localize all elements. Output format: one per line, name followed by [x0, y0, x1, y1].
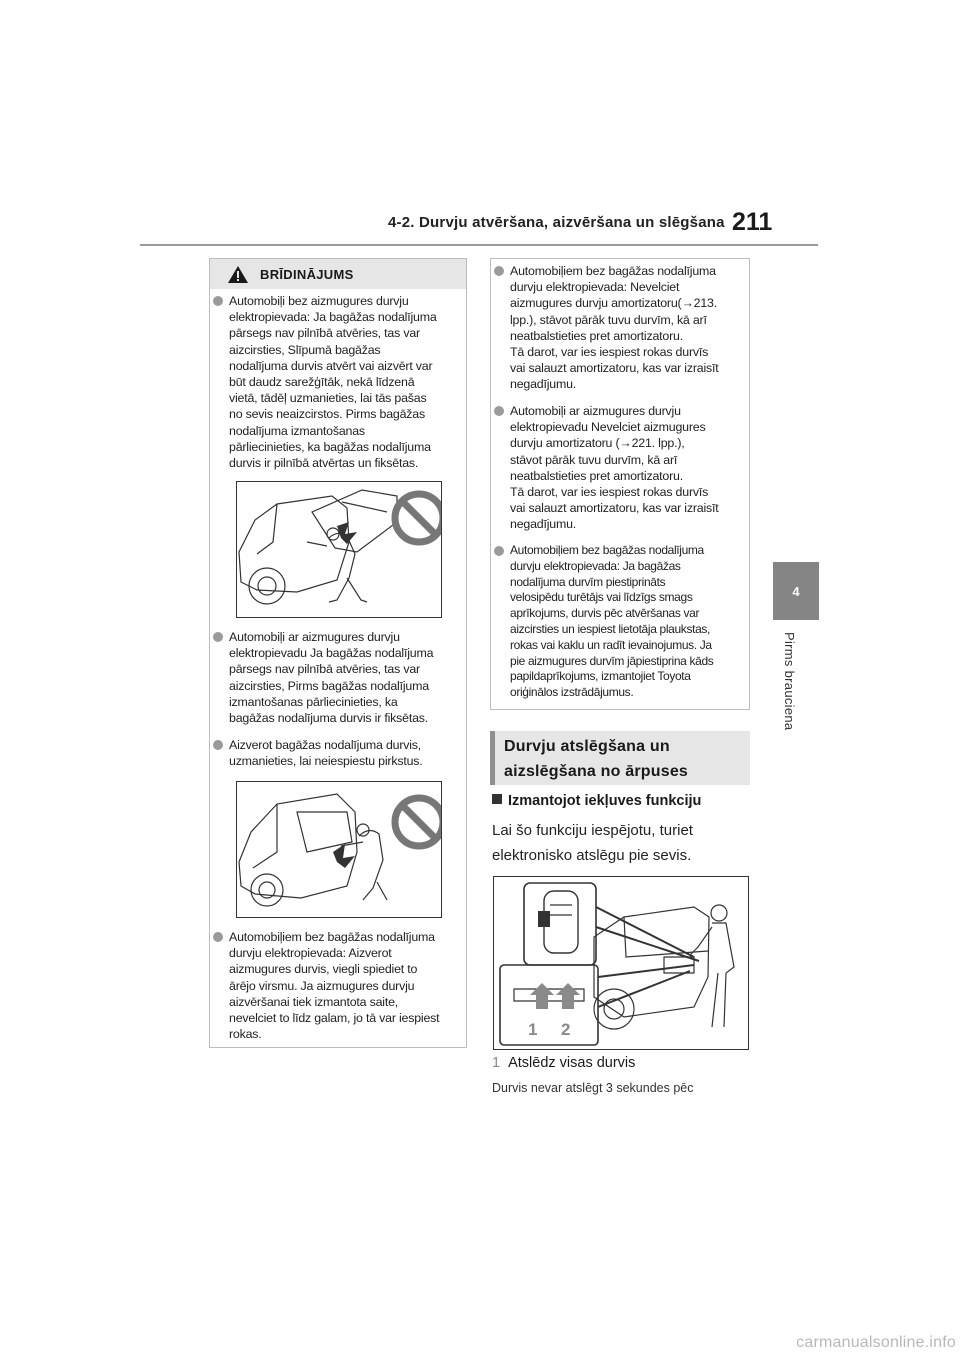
figure-label-2: 2: [561, 1020, 571, 1039]
warning-bullet-3: Aizverot bagāžas nodalījuma durvis, uzmanieties, lai neiespiestu pirkstus.: [229, 737, 423, 769]
step-text: Atslēdz visas durvis: [508, 1055, 636, 1071]
section-title: 4-2. Durvju atvēršana, aizvēršana un slēgšana: [388, 214, 725, 231]
bullet-dot: [213, 740, 223, 750]
bullet-dot: [494, 546, 504, 556]
warning-bullet-2: Automobiļi ar aizmugures durvju elektropievadu Ja bagāžas nodalījuma pārsegs nav pilnībā atvēries, tas var aizcirsties, Pirms bagāžas nodalījuma izmantošanas pārliecinieties, ka bagāžas nodalījuma durvis ir fiksētas.: [229, 629, 433, 726]
warning-title: BRĪDINĀJUMS: [260, 266, 354, 282]
warning-bullet-1: Automobiļi bez aizmugures durvju elektropievada: Ja bagāžas nodalījuma pārsegs nav pilnībā atvēries, tas var aizcirsties, Slīpumā bagāžas nodalījuma durvis atvērt vai aizvērt var būt daudz sarežģītāk, nekā līdzenā vietā, tādēļ uzmanieties, lai tās pašas no sevis neaizcirstos. Pirms bagāžas nodalījuma izmantošanas pārliecinieties, ka bagāžas nodalījuma durvis ir pilnībā atvērtas un fiksētas.: [229, 293, 437, 471]
bullet-dot: [213, 296, 223, 306]
bullet-dot: [213, 632, 223, 642]
step-1: [492, 1055, 635, 1071]
figure-label-1: 1: [528, 1020, 538, 1039]
subheading: Izmantojot iekļuves funkciju: [492, 793, 701, 809]
warning-bullet-4: Automobiļiem bez bagāžas nodalījuma durvju elektropievada: Aizverot aizmugures durvis, viegli spiediet to ārējo virsmu. Ja aizmugures durvju aizvēršanai tiek izmantota saite, nevelciet to līdz galam, jo tā var iespiest rokas.: [229, 929, 439, 1042]
info-bullet-3: Automobiļiem bez bagāžas nodalījuma durvju elektropievada: Ja bagāžas nodalījuma durvīm piestiprināts velosipēdu turētājs vai līdzīgs smags aprīkojums, durvis pēc atvēršanas var aizcirsties un iespiest lietotāja plaukstas, rokas vai kaklu un radīt ievainojumus. Ja pie aizmugures durvīm jāpiestiprina kāds papildaprīkojums, izmantojiet Toyota oriģinālos izstrādājumus.: [510, 543, 713, 701]
chapter-label: Pirms brauciena: [782, 632, 797, 731]
bullet-dot: [494, 266, 504, 276]
bullet-dot: [494, 406, 504, 416]
finger-pinch-warning-illustration: [236, 781, 442, 918]
info-bullet-1: Automobiļiem bez bagāžas nodalījuma durvju elektropievada: Nevelciet aizmugures durvju amortizatoru(→213. lpp.), stāvot pārāk tuvu durvīm, kā arī neatbalstieties pret amortizatoru. Tā darot, var ies iespiest rokas durvīs vai salauzt amortizatoru, kas var izraisīt negadījumu.: [510, 263, 719, 393]
info-bullet-2: Automobiļi ar aizmugures durvju elektropievadu Nevelciet aizmugures durvju amortizatoru (→221. lpp.), stāvot pārāk tuvu durvīm, kā arī neatbalstieties pret amortizatoru. Tā darot, var ies iespiest rokas durvīs vai salauzt amortizatoru, kas var izraisīt negadījumu.: [510, 403, 719, 533]
section-heading-line2: aizslēgšana no ārpuses: [504, 763, 689, 780]
section-heading: [490, 731, 750, 785]
bullet-dot: [213, 932, 223, 942]
chapter-tab: 4: [773, 562, 819, 620]
footnote-text: Durvis nevar atslēgt 3 sekundes pēc: [492, 1081, 694, 1095]
trunk-lid-warning-illustration: [236, 481, 442, 618]
warning-header: [210, 259, 466, 289]
step-number: 1: [492, 1055, 501, 1071]
watermark: carmanualsonline.info: [796, 1334, 956, 1351]
header-rule: [140, 244, 818, 246]
page-number: 211: [732, 208, 773, 236]
square-bullet-icon: [492, 794, 502, 804]
section-heading-line1: Durvju atslēgšana un: [504, 738, 670, 755]
body-text: Lai šo funkciju iespējotu, turiet elektronisko atslēgu pie sevis.: [492, 822, 693, 864]
warning-triangle-icon: [228, 266, 248, 283]
heading-accent-bar: [490, 731, 495, 785]
